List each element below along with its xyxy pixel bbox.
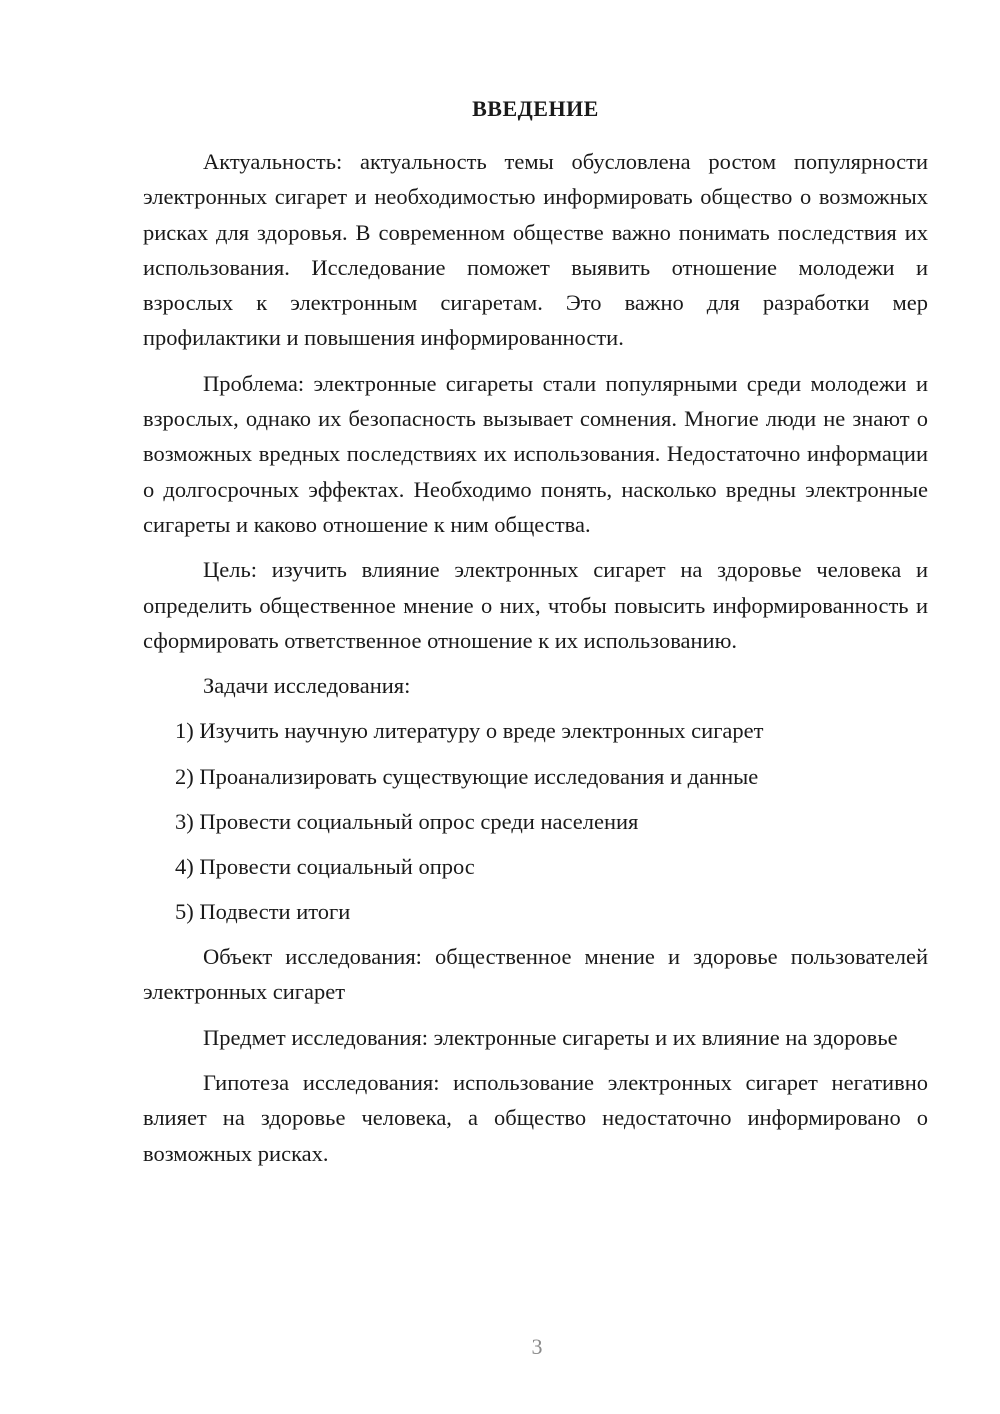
document-page bbox=[143, 94, 928, 1181]
task-list bbox=[143, 713, 928, 929]
task-item: 3) Провести социальный опрос среди населения bbox=[175, 808, 639, 834]
problem-paragraph: Проблема: электронные сигареты стали популярными среди молодежи и взрослых, однако их безопасность вызывает сомнения. Многие люди не знают о возможных вредных последствиях их использования. Недостаточно информации о долгосрочных эффектах. Необходимо понять, насколько вредны электронные сигареты и каково отношение к ним общества. bbox=[143, 370, 928, 537]
subject-paragraph: Предмет исследования: электронные сигареты и их влияние на здоровье bbox=[203, 1024, 898, 1050]
page-number: 3 bbox=[531, 1334, 543, 1359]
document-title: ВВЕДЕНИЕ bbox=[472, 96, 599, 121]
hypothesis-paragraph: Гипотеза исследования: использование электронных сигарет негативно влияет на здоровье человека, а общество недостаточно информировано о возможных рисках. bbox=[143, 1070, 928, 1166]
task-item: 1) Изучить научную литературу о вреде электронных сигарет bbox=[175, 718, 764, 744]
task-item: 2) Проанализировать существующие исследования и данные bbox=[175, 763, 759, 789]
task-item: 5) Подвести итоги bbox=[175, 898, 351, 924]
task-item: 4) Провести социальный опрос bbox=[175, 853, 475, 879]
object-paragraph: Объект исследования: общественное мнение и здоровье пользователей электронных сигарет bbox=[143, 944, 928, 1005]
relevance-paragraph: Актуальность: актуальность темы обусловлена ростом популярности электронных сигарет и необходимостью информировать общество о возможных рисках для здоровья. В современном обществе важно понимать последствия их использования. Исследование поможет выявить отношение молодежи и взрослых к электронным сигаретам. Это важно для разработки мер профилактики и повышения информированности. bbox=[143, 149, 928, 351]
goal-paragraph: Цель: изучить влияние электронных сигарет на здоровье человека и определить общественное мнение о них, чтобы повысить информированность и сформировать ответственное отношение к их использованию. bbox=[143, 557, 928, 653]
tasks-heading: Задачи исследования: bbox=[203, 673, 411, 699]
